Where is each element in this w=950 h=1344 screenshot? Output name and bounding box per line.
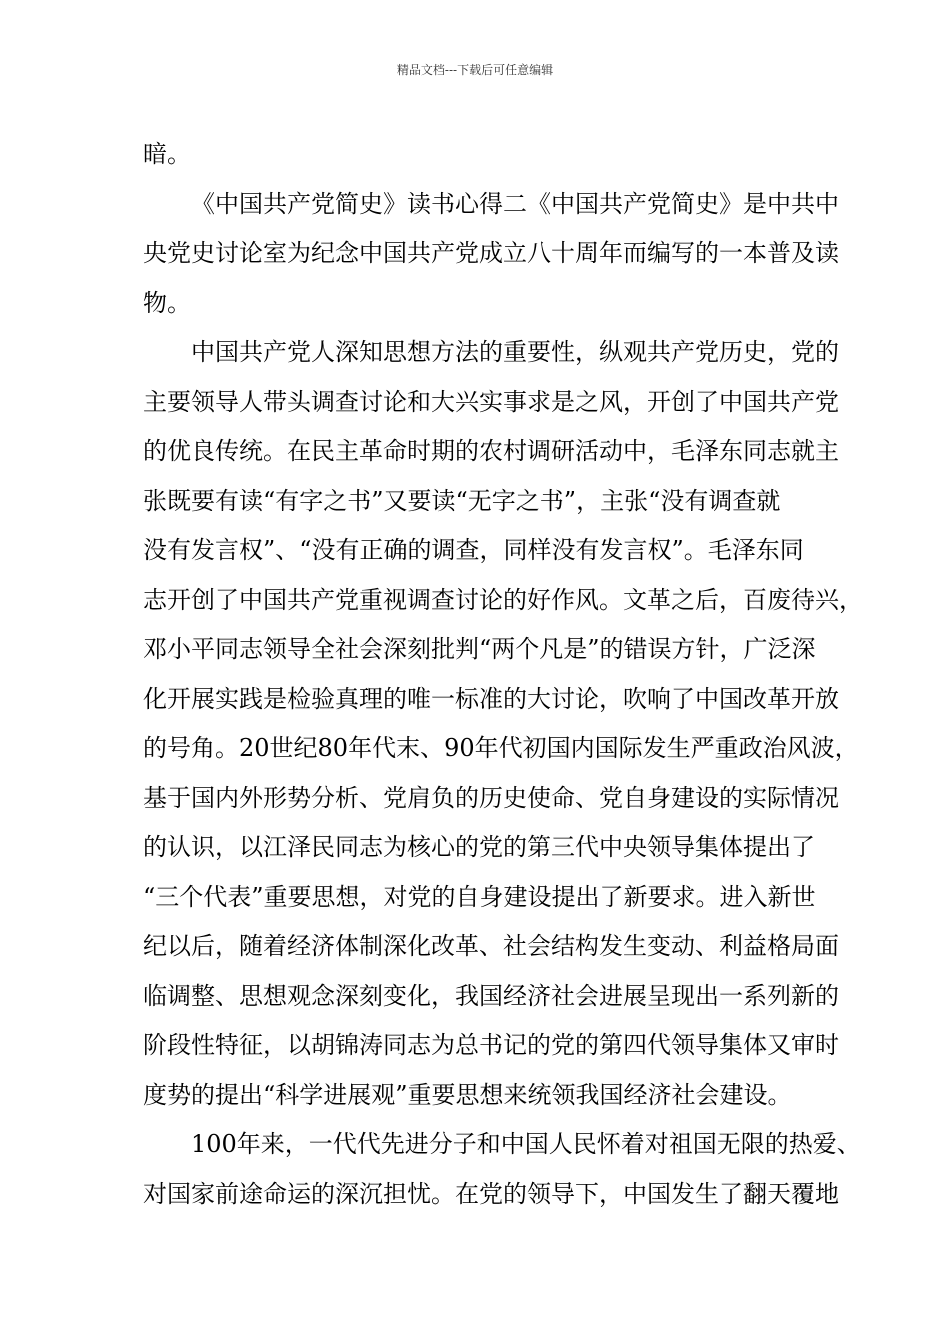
text-line: 化开展实践是检验真理的唯一标准的大讨论，吹响了中国改革开放 (143, 684, 839, 713)
text-line: 物。 (143, 288, 191, 317)
text-line: 的号角。20世纪80年代末、90年代初国内国际发生严重政治风波， (143, 734, 859, 762)
text-line: 志开创了中国共产党重视调查讨论的好作风。文革之后，百废待兴， (143, 585, 863, 614)
paragraph-start-line: 中国共产党人深知思想方法的重要性，纵观共产党历史，党的 (191, 338, 839, 366)
text-line: 的认识，以江泽民同志为核心的党的第三代中央领导集体提出了 (143, 833, 815, 861)
text-line: 张既要有读“有字之书”又要读“无字之书”，主张“没有调查就 (143, 486, 781, 515)
text-line: 暗。 (143, 140, 191, 168)
text-line: 没有发言权”、“没有正确的调查，同样没有发言权”。毛泽东同 (143, 536, 804, 564)
text-line: “三个代表”重要思想，对党的自身建设提出了新要求。进入新世 (143, 882, 816, 911)
text-line: 度势的提出“科学进展观”重要思想来统领我国经济社会建设。 (143, 1080, 792, 1109)
text-line: 邓小平同志领导全社会深刻批判“两个凡是”的错误方针，广泛深 (143, 635, 816, 663)
text-line: 临调整、思想观念深刻变化，我国经济社会进展呈现出一系列新的 (143, 981, 839, 1010)
text-line: 对国家前途命运的深沉担忧。在党的领导下，中国发生了翻天覆地 (143, 1179, 839, 1208)
text-line: 主要领导人带头调查讨论和大兴实事求是之风，开创了中国共产党 (143, 387, 839, 416)
text-line: 基于国内外形势分析、党肩负的历史使命、党自身建设的实际情况 (143, 783, 839, 812)
body-text (143, 130, 863, 1219)
paragraph-start-line: 100年来，一代代先进分子和中国人民怀着对祖国无限的热爱、 (191, 1130, 861, 1158)
text-line: 阶段性特征，以胡锦涛同志为总书记的党的第四代领导集体又审时 (143, 1031, 839, 1059)
paragraph-start-line: 《中国共产党简史》读书心得二《中国共产党简史》是中共中 (191, 189, 839, 218)
text-line: 纪以后，随着经济体制深化改革、社会结构发生变动、利益格局面 (143, 932, 839, 960)
page-header: 精品文档---下载后可任意编辑 (396, 63, 554, 77)
text-line: 的优良传统。在民主革命时期的农村调研活动中，毛泽东同志就主 (143, 437, 839, 465)
text-line: 央党史讨论室为纪念中国共产党成立八十周年而编写的一本普及读 (143, 239, 839, 267)
